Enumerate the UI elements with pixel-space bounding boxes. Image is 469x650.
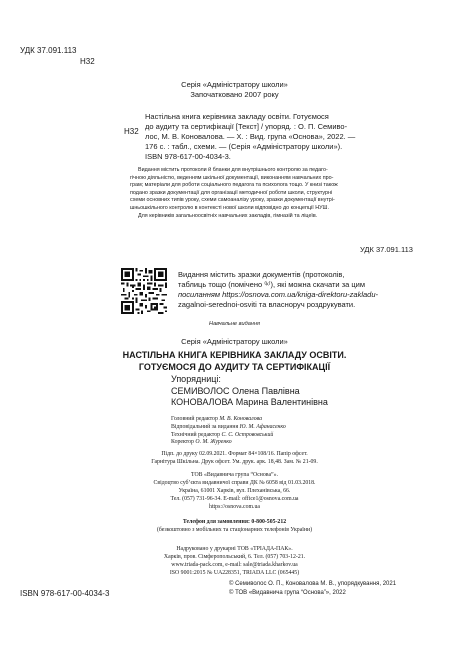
print-details xyxy=(0,450,469,466)
order-phone-line: Телефон для замовлення: 0-800-505-212 xyxy=(182,519,287,525)
publisher-line: ТОВ «Видавнича група “Основа”». xyxy=(191,472,278,478)
editor-row: Відповідальний за видання Ю. М. Афанасенко xyxy=(171,423,286,430)
catalog-entry-line: до аудиту та сертифікації [Текст] / упоряд. : О. П. Семиво- xyxy=(145,122,348,131)
order-phone xyxy=(0,519,469,535)
book-title-line: НАСТІЛЬНА КНИГА КЕРІВНИКА ЗАКЛАДУ ОСВІТИ. xyxy=(122,350,347,360)
qr-note-line: Видання містить зразки документів (протоколів, xyxy=(178,270,345,279)
annotation-line: подано зразки документації для організації методичної роботи школи, структурні xyxy=(130,189,333,196)
annotation-line: гічною діяльністю, веденням шкільної документації, виконанням навчальних про- xyxy=(130,174,334,181)
editor-row: Коректор О. М. Журенко xyxy=(171,439,232,446)
printer-line: ISO 9001:2015 № UA228351, TRIADA LLC (065445) xyxy=(169,569,300,576)
udc-bottom: УДК 37.091.113 xyxy=(360,245,413,254)
compiler-1 xyxy=(171,386,328,398)
copyright-line: © Семиволос О. П., Коновалова М. В., упорядкування, 2021 xyxy=(229,581,397,587)
printer-info xyxy=(0,546,469,578)
qr-note-line: zagalnoi-serednoi-osviti та власноруч роздрукувати. xyxy=(178,300,356,309)
annotation-line: схеми основних типів уроку, схеми самоаналізу уроку, зразки документації внутрі- xyxy=(130,197,335,204)
compiler-2-surname: КОНОВАЛОВА xyxy=(171,397,234,407)
publisher-line: Україна, 61001 Харків, вул. Плеханівська, 66. xyxy=(178,487,291,494)
book-title xyxy=(0,350,469,373)
book-title-line: ГОТУЄМОСЯ ДО АУДИТУ ТА СЕРТИФІКАЦІЇ xyxy=(138,361,331,372)
annotation-line: Видання містить протоколи й бланки для внутрішнього контролю за педаго- xyxy=(138,167,328,173)
editorial-staff xyxy=(171,416,286,447)
editor-row: Головний редактор М. В. Коновалова xyxy=(171,416,263,422)
compiler-1-surname: СЕМИВОЛОС xyxy=(171,385,230,396)
printer-line: Харків, пров. Сімферопольський, 6. Тел. (057) 703-12-21. xyxy=(163,553,306,560)
publisher-info xyxy=(0,472,469,512)
catalog-mark: Н32 xyxy=(124,127,139,136)
footer-isbn: ISBN 978-617-00-4034-3 xyxy=(20,589,110,598)
order-phone-note: (безкоштовно з мобільних та стаціонарних телефонів України) xyxy=(156,526,313,533)
annotation-audience: Для керівників загальноосвітніх навчальних закладів, гімназій та ліцеїв. xyxy=(138,212,318,219)
printer-line: www.triada-pack.com, e-mail: sale@triada.kharkov.ua xyxy=(171,561,298,568)
annotation xyxy=(130,167,435,220)
author-mark: Н32 xyxy=(80,57,95,66)
copyright-line: © ТОВ «Видавнича група “Основа”», 2022 xyxy=(229,589,346,596)
annotation-line: грам; матеріали для роботи соціального педагога та психолога тощо. У книзі також xyxy=(130,182,338,189)
copyright xyxy=(229,580,396,597)
edition-kind: Навчальне видання xyxy=(209,321,260,327)
imprint-series: Серія «Адміністратору школи» xyxy=(181,336,288,346)
publisher-line: https://osnova.com.ua xyxy=(209,503,260,510)
compiler-1-name: Олена Павлівна xyxy=(232,385,300,396)
editor-row: Технічний редактор С. С. Острововський xyxy=(171,431,274,438)
compilers-label: Упорядниці: xyxy=(171,374,221,384)
qr-note xyxy=(178,270,448,310)
catalog-entry-line: Настільна книга керівника закладу освіти. Готуємося xyxy=(145,112,329,121)
udc-code: УДК 37.091.113 xyxy=(20,46,77,55)
catalog-entry-line: 176 с. : табл., схеми. — (Серія «Адміністратору школи»). xyxy=(145,142,343,151)
series-header xyxy=(0,80,469,100)
isbn-line: ISBN 978-617-00-4034-3. xyxy=(145,152,231,161)
qr-note-link: посиланням https://osnova.com.ua/kniga-direktoru-zakladu- xyxy=(178,290,379,299)
catalog-entry-line: лос, М. В. Коновалова. — Х. : Вид. група «Основа», 2022. — xyxy=(145,132,356,141)
compiler-2-name: Марина Валентинівна xyxy=(235,397,328,407)
catalog-entry xyxy=(145,112,435,162)
compiler-2 xyxy=(171,397,328,409)
annotation-line: шньошкільного контролю в контексті нової школи відповідно до концепції НУШ. xyxy=(130,204,329,211)
compilers xyxy=(171,374,328,409)
printer-line: Надруковано у друкарні ТОВ «ТРІАДА-ПАК». xyxy=(176,546,293,552)
qr-note-line: таблиць тощо (помічено ⁽ᵏ⁾), які можна скачати за цим xyxy=(178,280,366,289)
print-details-line: Підп. до друку 02.09.2021. Формат 84×108/16. Папір офсет. xyxy=(161,451,308,457)
print-details-line: Гарнітура Шкільна. Друк офсет. Ум. друк. арк. 18,48. Зам. № 21-09. xyxy=(151,459,318,465)
publisher-line: Тел. (057) 731-96-34. E-mail: office1@osnova.com.ua xyxy=(170,495,299,502)
imprint-block xyxy=(0,321,469,347)
qr-code-icon xyxy=(121,268,167,314)
series-founded: Започатковано 2007 року xyxy=(190,90,279,99)
publisher-line: Свідоцтво суб’єкта видавничої справи ДК № 6058 від 01.03.2018. xyxy=(153,479,316,486)
series-name: Серія «Адміністратору школи» xyxy=(181,80,288,89)
